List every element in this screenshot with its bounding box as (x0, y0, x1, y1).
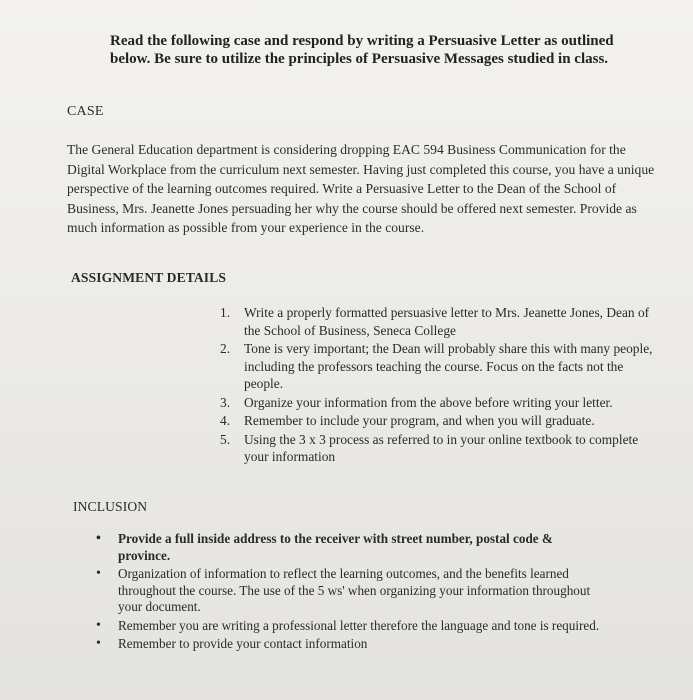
list-item: 5. Using the 3 x 3 process as referred to in your online textbook to complete your information (220, 431, 639, 464)
bullet-icon: • (96, 566, 101, 581)
inclusion-list (94, 531, 604, 655)
list-item: 3. Organize your information from the above before writing your letter. (220, 394, 613, 410)
list-item: 1. Write a properly formatted persuasive letter to Mrs. Jeanette Jones, Dean of the School of Business, Seneca College (220, 305, 650, 338)
bullet-icon: • (96, 617, 101, 633)
case-heading: CASE (67, 104, 104, 119)
bullet-icon: • (96, 636, 101, 651)
intro-instructions: Read the following case and respond by writing a Persuasive Letter as outlined below. Be sure to utilize the principles of Persuasive Messages studied in class. (110, 33, 614, 67)
assignment-steps-list (220, 304, 660, 467)
list-item: • Organization of information to reflect the learning outcomes, and the benefits learned throughout the course. The use of the 5 ws' when organizing your information throughout your document. (96, 566, 591, 614)
assignment-details-heading: ASSIGNMENT DETAILS (71, 270, 227, 285)
list-item: 4. Remember to include your program, and when you will graduate. (220, 413, 595, 428)
case-description: The General Education department is considering dropping EAC 594 Business Communication for the Digital Workplace from the curriculum next semester. Having just completed this course, you have a unique perspective of the learning outcomes required. Write a Persuasive Letter to the Dean of the School of Business, Mrs. Jeanette Jones persuading her why the course should be offered next semester. Provide as much information as possible from your experience in the course. (67, 142, 655, 235)
list-item: • Provide a full inside address to the receiver with street number, postal code & province. (96, 531, 553, 563)
inclusion-heading: INCLUSION (73, 499, 148, 514)
list-item: 2. Tone is very important; the Dean will probably share this with many people, including the professors teaching the course. Focus on the facts not the people. (220, 341, 653, 391)
bullet-icon: • (96, 531, 101, 546)
list-item: • Remember to provide your contact information (96, 636, 368, 651)
list-item: • Remember you are writing a professional letter therefore the language and tone is required. (96, 617, 600, 633)
